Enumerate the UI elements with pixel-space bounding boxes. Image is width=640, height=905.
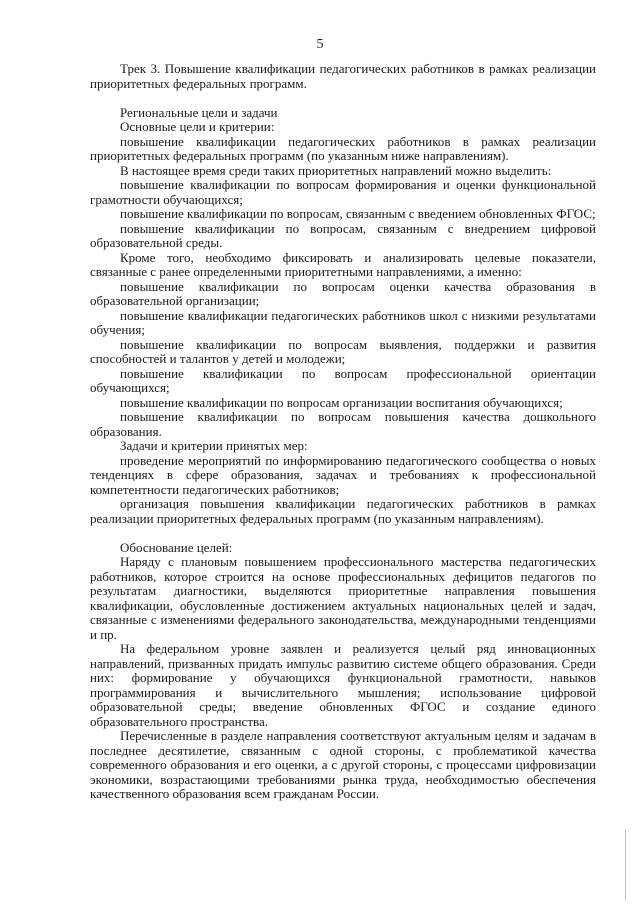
list-item: повышение квалификации по вопросам оценки качества образования в образовательной организации; — [90, 278, 596, 308]
paragraph: На федеральном уровне заявлен и реализуется целый ряд инновационных направлений, призванных придать импульс развитию системе общего образования. Среди них: формирование у обучающихся функциональной грамотности, навыков программирования и вычислительного мышления; использование цифровой образовательной среды; введение обновленных ФГОС и создание единого образовательного пространства. — [90, 641, 596, 729]
section-subheading: Обоснование целей: — [120, 539, 233, 555]
list-item: повышение квалификации по вопросам, связанным с внедрением цифровой образовательной среды. — [90, 220, 596, 250]
paragraph: повышение квалификации педагогических работников в рамках реализации приоритетных федеральных программ (по указанным ниже направлениям). — [90, 133, 596, 163]
list-item: повышение квалификации по вопросам выявления, поддержки и развития способностей и талантов у детей и молодежи; — [90, 336, 596, 366]
section-subheading: Задачи и критерии принятых мер: — [120, 438, 308, 453]
list-item: повышение квалификации по вопросам повышения качества дошкольного образования. — [90, 409, 596, 439]
scan-edge-mark — [625, 830, 626, 900]
list-item: повышение квалификации по вопросам организации воспитания обучающихся; — [120, 394, 563, 410]
section-subheading: Региональные цели и задачи — [120, 104, 278, 120]
list-item: организация повышения квалификации педагогических работников в рамках реализации приоритетных федеральных программ (по указанным направлениям). — [90, 496, 596, 526]
paragraph: Кроме того, необходимо фиксировать и анализировать целевые показатели, связанные с ранее определенными приоритетными направлениями, а именно: — [90, 249, 596, 279]
list-item: повышение квалификации по вопросам, связанным с введением обновленных ФГОС; — [120, 206, 596, 221]
paragraph: В настоящее время среди таких приоритетных направлений можно выделить: — [120, 162, 552, 178]
page-number: 5 — [316, 37, 324, 52]
track-heading: Трек 3. Повышение квалификации педагогических работников в рамках реализации приоритетных федеральных программ. — [90, 61, 596, 91]
list-item: повышение квалификации педагогических работников школ с низкими результатами обучения; — [90, 307, 596, 337]
paragraph: Наряду с плановым повышением профессионального мастерства педагогических работников, которое строится на основе профессиональных дефицитов педагогов по результатам диагностики, выделяются приоритетные направления повышения квалификации, обусловленные достижением актуальных национальных целей и задач, связанные с изменениями федерального законодательства, международными тенденциями и пр. — [90, 554, 596, 642]
document-body — [90, 62, 596, 802]
list-item: повышение квалификации по вопросам формирования и оценки функциональной грамотности обучающихся; — [90, 177, 596, 207]
list-item: повышение квалификации по вопросам профессиональной ориентации обучающихся; — [90, 365, 596, 395]
paragraph: Перечисленные в разделе направления соответствуют актуальным целям и задачам в последнее десятилетие, связанным с одной стороны, с проблематикой качества современного образования и его оценки, а с другой стороны, с процессами цифровизации экономики, возрастающими требованиями рынка труда, необходимостью обеспечения качественного образования всем гражданам России. — [90, 728, 596, 801]
section-subheading: Основные цели и критерии: — [120, 119, 275, 134]
list-item: проведение мероприятий по информированию педагогического сообщества о новых тенденциях в сфере образования, задачах и требованиях к профессиональной компетентности педагогических работников; — [90, 452, 596, 497]
